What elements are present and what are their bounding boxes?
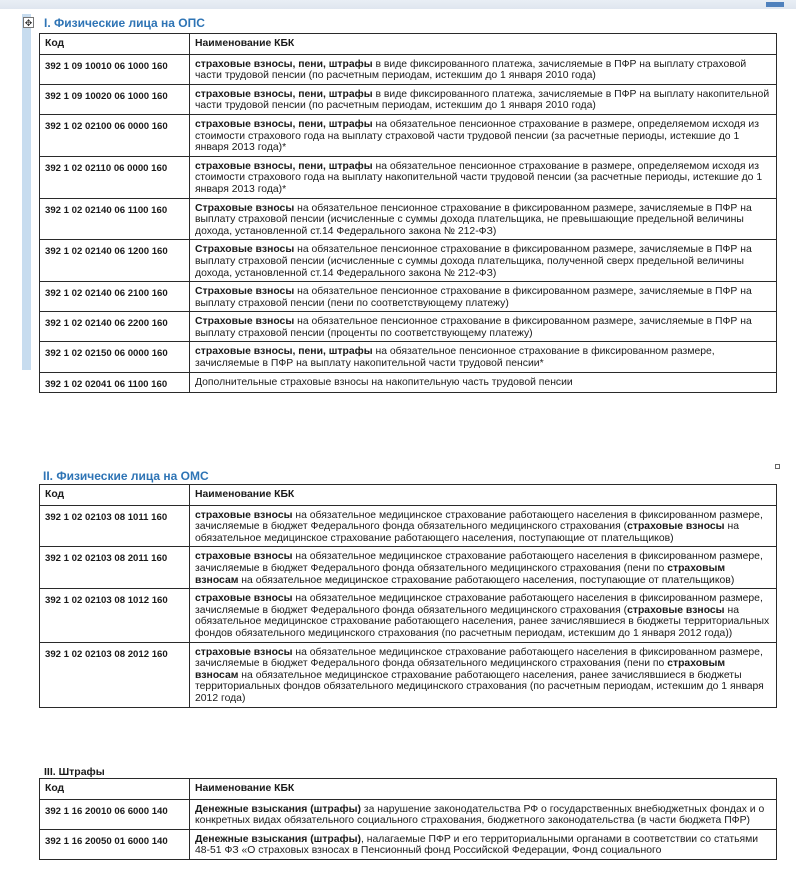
description-text-fragment: на обязательное медицинское страхование работающего населения, поступающие от плательщиков): [241, 574, 735, 586]
description-bold-fragment: страховые взносы: [195, 509, 296, 521]
kbk-row: [40, 156, 777, 198]
kbk-description: [190, 642, 777, 707]
description-text-fragment: на обязательное медицинское страхование работающего населения, ранее зачислявшиеся в бюджеты территориальных фондов обязательного медицинского страхования (по расчетным периодам, истекшим до 1 января 2012 года)): [195, 604, 770, 639]
kbk-description: [190, 547, 777, 589]
kbk-code: 392 1 02 02103 08 2012 160: [40, 642, 190, 707]
description-text-fragment: на обязательное пенсионное страхование в фиксированном размере, зачисляемые в ПФР на выплату страховой пенсии (исчисленные с суммы дохода плательщика, не превышающие предельной величины дохода, установленной ст.14 Федерального закона № 212-ФЗ): [195, 202, 752, 237]
kbk-description: [190, 156, 777, 198]
kbk-code: 392 1 02 02140 06 2100 160: [40, 282, 190, 312]
description-bold-fragment: страховые взносы, пени, штрафы: [195, 88, 376, 100]
description-bold-fragment: страховые взносы, пени, штрафы: [195, 346, 376, 358]
description-text-fragment: на обязательное пенсионное страхование в фиксированном размере, зачисляемые в ПФР на выплату страховой пенсии (проценты по соответствующему платежу): [195, 316, 752, 339]
kbk-code: 392 1 09 10020 06 1000 160: [40, 84, 190, 114]
kbk-description: [190, 312, 777, 342]
description-bold-fragment: Страховые взносы: [195, 316, 298, 328]
description-text-fragment: на обязательное медицинское страхование работающего населения, поступающие от плательщиков): [195, 521, 739, 544]
description-bold-fragment: Страховые взносы: [195, 202, 298, 214]
kbk-row: [40, 198, 777, 240]
kbk-description: [190, 198, 777, 240]
kbk-description: [190, 589, 777, 642]
kbk-row: [40, 505, 777, 547]
description-text-fragment: Дополнительные страховые взносы на накопительную часть трудовой пенсии: [195, 376, 573, 388]
description-text-fragment: на обязательное медицинское страхование работающего населения, ранее зачислявшиеся в бюджеты территориальных фондов обязательного медицинского страхования (по расчетным периодам, истекшим до 1 января 2012 года): [195, 669, 764, 704]
kbk-description: [190, 84, 777, 114]
kbk-description: [190, 54, 777, 84]
kbk-row: [40, 589, 777, 642]
kbk-description: [190, 505, 777, 547]
kbk-code: 392 1 02 02140 06 1200 160: [40, 240, 190, 282]
kbk-description: [190, 799, 777, 829]
description-text-fragment: на обязательное медицинское страхование работающего населения в фиксированном размере, зачисляемые в бюджет Федерального фонда обязательного медицинского страхования (пени по: [195, 646, 763, 670]
kbk-row: [40, 84, 777, 114]
section-title-ops: I. Физические лица на ОПС: [44, 16, 205, 30]
kbk-code: 392 1 02 02110 06 0000 160: [40, 156, 190, 198]
kbk-description: [190, 342, 777, 372]
description-text-fragment: на обязательное пенсионное страхование в размере, определяемом исходя из стоимости страхового года на выплату страховой части трудовой пенсии (за расчетные периоды, истекшие до 1 января 2013 года)*: [195, 118, 759, 154]
kbk-row: [40, 642, 777, 707]
description-text-fragment: на обязательное пенсионное страхование в фиксированном размере, зачисляемые в ПФР на выплату накопительной части трудовой пенсии*: [195, 346, 715, 370]
kbk-row: [40, 282, 777, 312]
header-code: Код: [40, 485, 190, 506]
description-text-fragment: в виде фиксированного платежа, зачисляемые в ПФР на выплату страховой части трудовой пенсии (по расчетным периодам, истекшим до 1 января 2010 года): [195, 58, 747, 82]
description-bold-fragment: страховым взносам: [195, 658, 726, 681]
kbk-code: 392 1 02 02103 08 1011 160: [40, 505, 190, 547]
kbk-table-ops: [39, 33, 777, 393]
kbk-row: [40, 54, 777, 84]
header-code: Код: [40, 779, 190, 800]
kbk-row: [40, 312, 777, 342]
description-bold-fragment: страховые взносы, пени, штрафы: [195, 160, 376, 172]
table-move-handle-icon[interactable]: ✥: [24, 18, 33, 28]
table-resize-handle[interactable]: [775, 464, 780, 469]
kbk-code: 392 1 02 02103 08 2011 160: [40, 547, 190, 589]
description-bold-fragment: Денежные взыскания (штрафы): [195, 803, 364, 815]
description-bold-fragment: страховые взносы: [195, 646, 296, 658]
description-text-fragment: на обязательное медицинское страхование работающего населения в фиксированном размере, зачисляемые в бюджет Федерального фонда обязательного медицинского страхования (пени по: [195, 551, 763, 574]
kbk-row: [40, 372, 777, 393]
header-name: Наименование КБК: [190, 485, 777, 506]
kbk-description: [190, 829, 777, 859]
description-text-fragment: на обязательное медицинское страхование работающего населения в фиксированном размере, зачисляемые в бюджет Федерального фонда обязательного медицинского страхования (: [195, 509, 763, 533]
section-title-oms: II. Физические лица на ОМС: [43, 469, 209, 483]
kbk-code: 392 1 02 02140 06 2200 160: [40, 312, 190, 342]
description-text-fragment: на обязательное медицинское страхование работающего населения в фиксированном размере, зачисляемые в бюджет Федерального фонда обязательного медицинского страхования (: [195, 593, 763, 616]
kbk-code: 392 1 02 02100 06 0000 160: [40, 114, 190, 156]
window-top-bar: [0, 0, 796, 9]
description-text-fragment: на обязательное пенсионное страхование в размере, определяемом исходя из стоимости страхового года на выплату накопительной части трудовой пенсии (за расчетные периоды, истекшие до 1 января 2013 года)*: [195, 160, 763, 195]
table-header-row: [40, 779, 777, 800]
description-bold-fragment: страховые взносы: [195, 551, 296, 563]
description-bold-fragment: Денежные взыскания (штрафы): [195, 833, 361, 845]
description-bold-fragment: страховым взносам: [195, 562, 726, 586]
header-name: Наименование КБК: [190, 34, 777, 55]
description-bold-fragment: страховые взносы: [627, 521, 728, 533]
kbk-code: 392 1 02 02140 06 1100 160: [40, 198, 190, 240]
kbk-row: [40, 240, 777, 282]
document-margin-highlight: [22, 14, 31, 370]
kbk-description: [190, 372, 777, 393]
description-bold-fragment: страховые взносы: [195, 593, 296, 605]
description-bold-fragment: Страховые взносы: [195, 244, 298, 256]
description-text-fragment: на обязательное пенсионное страхование в фиксированном размере, зачисляемые в ПФР на выплату страховой пенсии (исчисленные с суммы дохода плательщика, полученной сверх предельной величины дохода, установленной ст.14 Федерального закона № 212-ФЗ): [195, 244, 752, 279]
kbk-code: 392 1 16 20010 06 6000 140: [40, 799, 190, 829]
description-text-fragment: в виде фиксированного платежа, зачисляемые в ПФР на выплату накопительной части трудовой пенсии (по расчетным периодам, истекшим до 1 января 2010 года): [195, 88, 770, 112]
kbk-row: [40, 547, 777, 589]
kbk-description: [190, 240, 777, 282]
description-text-fragment: , налагаемые ПФР и его территориальными органами в соответствии со статьями 48-51 ФЗ «О страховых взносах в Пенсионный фонд Российской Федерации, Фонд социального: [195, 833, 759, 857]
kbk-code: 392 1 02 02103 08 1012 160: [40, 589, 190, 642]
kbk-description: [190, 114, 777, 156]
kbk-row: [40, 829, 777, 859]
kbk-table-fines: [39, 778, 777, 860]
top-bar-accent: [766, 2, 784, 7]
description-bold-fragment: Страховые взносы: [195, 286, 298, 298]
table-header-row: [40, 485, 777, 506]
kbk-row: [40, 799, 777, 829]
kbk-table-oms: [39, 484, 777, 708]
description-bold-fragment: страховые взносы: [627, 604, 728, 616]
table-header-row: [40, 34, 777, 55]
kbk-description: [190, 282, 777, 312]
kbk-code: 392 1 16 20050 01 6000 140: [40, 829, 190, 859]
kbk-row: [40, 342, 777, 372]
description-bold-fragment: страховые взносы, пени, штрафы: [195, 118, 376, 130]
description-text-fragment: на обязательное пенсионное страхование в фиксированном размере, зачисляемые в ПФР на выплату страховой пенсии (пени по соответствующему платежу): [195, 286, 752, 309]
description-bold-fragment: страховые взносы, пени, штрафы: [195, 58, 376, 70]
section-title-fines: III. Штрафы: [44, 766, 105, 778]
kbk-code: 392 1 02 02041 06 1100 160: [40, 372, 190, 393]
kbk-row: [40, 114, 777, 156]
kbk-code: 392 1 02 02150 06 0000 160: [40, 342, 190, 372]
description-text-fragment: за нарушение законодательства РФ о государственных внебюджетных фондах и о конкретных видах обязательного социального страхования, бюджетного законодательства (в части бюджета ПФР): [195, 803, 765, 827]
header-name: Наименование КБК: [190, 779, 777, 800]
kbk-code: 392 1 09 10010 06 1000 160: [40, 54, 190, 84]
header-code: Код: [40, 34, 190, 55]
